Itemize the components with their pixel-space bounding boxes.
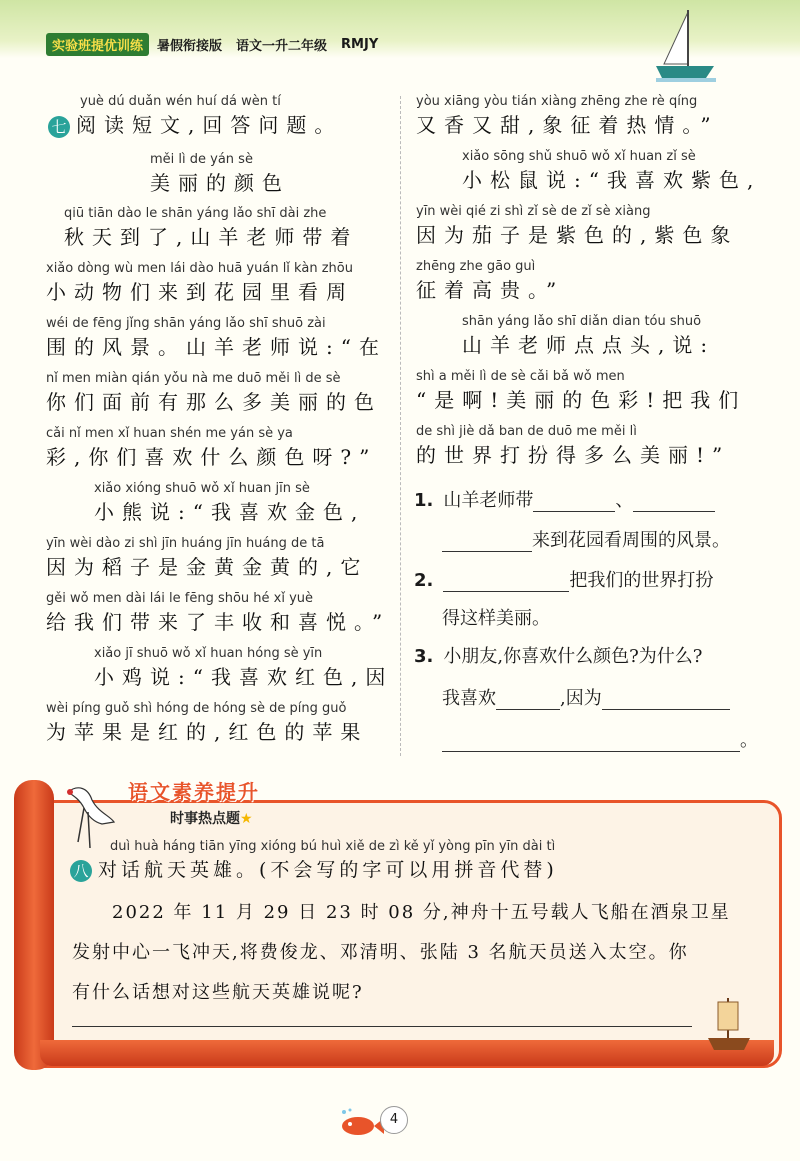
question-text: ,因为 <box>560 688 602 709</box>
line-text: 因为茄子是紫色的,紫色象 <box>416 223 739 247</box>
section7-title-pinyin: yuè dú duǎn wén huí dá wèn tí <box>80 94 281 109</box>
question-3 <box>414 642 702 668</box>
star-icon: ★ <box>240 811 253 827</box>
story-line <box>46 315 393 361</box>
scroll-bottom-roll <box>40 1040 774 1066</box>
line-pinyin: yīn wèi qié zi shì zǐ sè de zǐ sè xiàng <box>416 204 651 219</box>
line-pinyin: qiū tiān dào le shān yáng lǎo shī dài zhe <box>64 206 327 221</box>
line-text: 给我们带来了丰收和喜悦。” <box>46 610 391 634</box>
question-text: 得这样美丽。 <box>442 608 550 629</box>
story-line <box>46 370 393 416</box>
answer-line[interactable] <box>72 1006 692 1027</box>
line-pinyin: gěi wǒ men dài lái le fēng shōu hé xǐ yuè <box>46 591 314 606</box>
answer-blank[interactable] <box>633 491 715 512</box>
section7-badge: 七 <box>48 116 70 138</box>
line-text: 因为稻子是金黄金黄的,它 <box>46 555 369 579</box>
line-pinyin: xiǎo sōng shǔ shuō wǒ xǐ huan zǐ sè <box>462 149 696 164</box>
question-number: 1. <box>414 490 434 511</box>
column-divider <box>400 96 401 756</box>
subject-label: 语文一升二年级 <box>236 38 328 54</box>
brand-label: 实验班提优训练 <box>46 33 149 56</box>
line-text: “是啊!美丽的色彩!把我们 <box>416 388 747 412</box>
separator: 、 <box>615 490 634 511</box>
current-events-banner <box>170 808 253 828</box>
literacy-banner: 语文素养提升 <box>128 780 260 804</box>
story-line <box>416 148 761 194</box>
story-line <box>46 260 393 306</box>
story-line <box>46 205 393 251</box>
story-title-pinyin: měi lì de yán sè <box>150 152 253 167</box>
story-left-column <box>46 205 393 746</box>
line-pinyin: xiǎo dòng wù men lái dào huā yuán lǐ kàn zhōu <box>46 261 353 276</box>
question-3-line <box>442 726 758 752</box>
line-pinyin: de shì jiè dǎ ban de duō me měi lì <box>416 424 637 439</box>
question-3-answer <box>442 684 730 710</box>
question-2 <box>414 566 713 592</box>
line-text: 又香又甜,象征着热情。” <box>416 113 719 137</box>
story-title: 美丽的颜色 <box>150 171 290 195</box>
section8-paragraph-line: 2022 年 11 月 29 日 23 时 08 分,神舟十五号载人飞船在酒泉卫星 <box>112 902 731 923</box>
question-text: 山羊老师带 <box>443 490 534 511</box>
question-number: 2. <box>414 570 434 591</box>
line-pinyin: zhēng zhe gāo guì <box>416 259 536 274</box>
question-2-cont <box>442 604 550 630</box>
story-line <box>416 203 761 249</box>
page-number: 4 <box>380 1106 408 1134</box>
period: 。 <box>740 730 758 751</box>
story-line <box>416 93 761 139</box>
line-pinyin: shì a měi lì de sè cǎi bǎ wǒ men <box>416 369 625 384</box>
line-text: 山羊老师点点头,说: <box>462 333 716 357</box>
section8-title-block <box>70 838 558 884</box>
answer-blank[interactable] <box>602 689 730 710</box>
section8-paragraph-line: 有什么话想对这些航天英雄说呢? <box>72 982 364 1003</box>
line-pinyin: yòu xiāng yòu tián xiàng zhēng zhe rè qíng <box>416 94 698 109</box>
line-text: 的世界打扮得多么美丽!” <box>416 443 731 467</box>
story-line <box>46 425 393 471</box>
sailboat-icon <box>652 8 718 84</box>
question-number: 3. <box>414 646 434 667</box>
answer-blank[interactable] <box>533 491 615 512</box>
line-pinyin: wèi píng guǒ shì hóng de hóng sè de píng guǒ <box>46 701 347 716</box>
section8-title: 对话航天英雄。(不会写的字可以用拼音代替) <box>98 859 558 881</box>
story-line <box>46 700 393 746</box>
question-text: 小朋友,你喜欢什么颜色?为什么? <box>443 646 703 667</box>
line-pinyin: xiǎo jī shuō wǒ xǐ huan hóng sè yīn <box>94 646 323 661</box>
line-text: 为苹果是红的,红色的苹果 <box>46 720 369 744</box>
answer-blank[interactable] <box>496 689 560 710</box>
question-text: 来到花园看周围的风景。 <box>532 530 730 551</box>
line-pinyin: wéi de fēng jǐng shān yáng lǎo shī shuō zài <box>46 316 326 331</box>
question-text: 把我们的世界打扮 <box>569 570 714 591</box>
line-text: 小鸡说:“我喜欢红色,因 <box>94 665 394 689</box>
answer-blank[interactable] <box>443 571 569 592</box>
question-text: 我喜欢 <box>442 688 496 709</box>
line-text: 征着高贵。” <box>416 278 565 302</box>
story-line <box>416 423 761 469</box>
section7-title: 阅读短文,回答问题。 <box>76 113 343 137</box>
line-text: 小松鼠说:“我喜欢紫色, <box>462 168 762 192</box>
book-header <box>46 33 378 55</box>
story-line <box>46 535 393 581</box>
line-text: 秋天到了,山羊老师带着 <box>64 225 359 249</box>
line-pinyin: nǐ men miàn qián yǒu nà me duō měi lì de sè <box>46 371 341 386</box>
question-1 <box>414 486 715 512</box>
question-1-cont <box>442 526 730 552</box>
line-text: 你们面前有那么多美丽的色 <box>46 390 382 414</box>
section8-title-pinyin: duì huà háng tiān yīng xióng bú huì xiě de zì kě yǐ yòng pīn yīn dài tì <box>110 839 556 854</box>
story-title-block <box>150 151 290 197</box>
section7-title-block <box>48 93 342 139</box>
line-pinyin: xiǎo xióng shuō wǒ xǐ huan jīn sè <box>94 481 310 496</box>
line-text: 彩,你们喜欢什么颜色呀?” <box>46 445 378 469</box>
story-line <box>46 480 393 526</box>
current-events-label: 时事热点题 <box>170 811 240 827</box>
line-text: 小动物们来到花园里看周 <box>46 280 354 304</box>
line-pinyin: yīn wèi dào zi shì jīn huáng jīn huáng de tā <box>46 536 325 551</box>
line-text: 围的风景。山羊老师说:“在 <box>46 335 387 359</box>
story-line <box>416 258 761 304</box>
story-line <box>416 313 761 359</box>
story-line <box>46 645 393 691</box>
scroll-roll <box>14 780 54 1070</box>
line-pinyin: cǎi nǐ men xǐ huan shén me yán sè ya <box>46 426 293 441</box>
answer-blank[interactable] <box>442 531 532 552</box>
story-right-column <box>416 93 761 469</box>
section8-badge: 八 <box>70 860 92 882</box>
answer-blank[interactable] <box>442 731 740 752</box>
edition-label: 暑假衔接版 <box>157 38 223 54</box>
section8-paragraph-line: 发射中心一飞冲天,将费俊龙、邓清明、张陆 3 名航天员送入太空。你 <box>72 942 689 963</box>
code-label: RMJY <box>341 36 379 52</box>
fish-icon <box>336 1106 384 1140</box>
story-line <box>46 590 393 636</box>
story-line <box>416 368 761 414</box>
line-pinyin: shān yáng lǎo shī diǎn dian tóu shuō <box>462 314 702 329</box>
junk-ship-icon <box>706 994 752 1054</box>
line-text: 小熊说:“我喜欢金色, <box>94 500 366 524</box>
